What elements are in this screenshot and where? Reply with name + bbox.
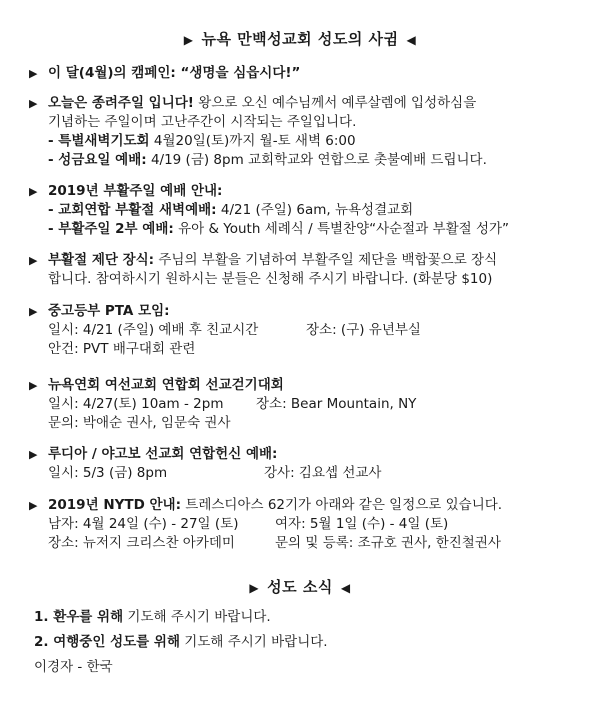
altar-line2: 합니다. 참여하시기 원하시는 분들은 신청해 주시기 바랍니다. (화분당 $10) <box>48 271 493 287</box>
bullet-icon: ▶ <box>29 499 38 512</box>
joint-dedication-speaker: 강사: 김요셉 선교사 <box>264 465 382 481</box>
pta-location: 장소: (구) 유년부실 <box>306 322 421 338</box>
bullet-icon: ▶ <box>29 97 38 110</box>
palm-line1: 왕으로 오신 예수님께서 예루살렘에 입성하심을 <box>193 95 477 111</box>
special-dawn-prayer-detail: 4월20일(토)까지 월-토 새벽 6:00 <box>149 133 356 149</box>
nytd-title: 2019년 NYTD 안내: <box>48 497 181 513</box>
nytd-contact: 문의 및 등록: 조규호 권사, 한진철권사 <box>275 535 501 551</box>
bullet-icon: ▶ <box>29 254 38 267</box>
joint-dedication-time: 일시: 5/3 (금) 8pm <box>48 465 168 481</box>
news-item1-label: 1. 환우를 위해 <box>34 609 124 625</box>
bullet-icon: ▶ <box>29 67 38 80</box>
pta-title: 중고등부 PTA 모임: <box>48 303 170 319</box>
bullet-icon: ▶ <box>29 185 38 198</box>
bullet-icon: ▶ <box>29 305 38 318</box>
joint-dawn-service-label: - 교회연합 부활절 새벽예배: <box>48 202 217 218</box>
bullet-icon: ▶ <box>29 379 38 392</box>
altar-line1: 주님의 부활을 기념하여 부활주일 제단을 백합꽃으로 장식 <box>154 252 498 268</box>
altar-decoration-section <box>26 251 586 289</box>
page-title: ▶ 뉴욕 만백성교회 성도의 사귐 ◀ <box>0 28 600 50</box>
triangle-left-icon: ◀ <box>340 581 351 595</box>
nytd-men-dates: 남자: 4월 24일 (수) - 27일 (토) <box>48 516 239 532</box>
news-title: ▶ 성도 소식 ◀ <box>0 576 600 598</box>
pta-time: 일시: 4/21 (주일) 예배 후 친교시간 <box>48 322 259 338</box>
palm-sunday-section <box>26 94 586 170</box>
nytd-location: 장소: 뉴저지 크리스찬 아카데미 <box>48 535 235 551</box>
nytd-section <box>26 496 586 553</box>
easter-service-section <box>26 182 586 239</box>
second-service-label: - 부활주일 2부 예배: <box>48 221 174 237</box>
pta-section <box>26 302 586 359</box>
joint-dedication-title: 루디아 / 야고보 선교회 연합헌신 예배: <box>48 446 278 462</box>
nytd-women-dates: 여자: 5월 1일 (수) - 4일 (토) <box>275 516 449 532</box>
mission-walk-contact: 문의: 박애순 권사, 임문숙 권사 <box>48 415 231 431</box>
joint-dawn-service-detail: 4/21 (주일) 6am, 뉴욕성결교회 <box>216 202 414 218</box>
joint-dedication-section <box>26 445 586 483</box>
bullet-icon: ▶ <box>29 448 38 461</box>
triangle-left-icon: ◀ <box>406 33 417 47</box>
news-item2-label: 2. 여행중인 성도를 위해 <box>34 634 180 650</box>
campaign-section <box>26 64 586 83</box>
easter-title: 2019년 부활주일 예배 안내: <box>48 183 223 199</box>
campaign-text: 이 달(4월)의 캠페인: “생명을 심읍시다!” <box>48 65 301 81</box>
pta-agenda: 안건: PVT 배구대회 관련 <box>48 341 196 357</box>
news-item2-text: 기도해 주시기 바랍니다. <box>180 634 328 650</box>
palm-line2: 기념하는 주일이며 고난주간이 시작되는 주일입니다. <box>48 114 357 130</box>
triangle-right-icon: ▶ <box>183 33 194 47</box>
news-item1-text: 기도해 주시기 바랍니다. <box>123 609 271 625</box>
mission-walk-time: 일시: 4/27(토) 10am - 2pm <box>48 396 224 412</box>
nytd-intro: 트레스디아스 62기가 아래와 같은 일정으로 있습니다. <box>180 497 503 513</box>
news-section <box>34 606 586 678</box>
mission-walk-section <box>26 376 586 433</box>
special-dawn-prayer-label: - 특별새벽기도회 <box>48 133 150 149</box>
news-item3-text: 이경자 - 한국 <box>34 659 113 675</box>
triangle-right-icon: ▶ <box>249 581 260 595</box>
mission-walk-title: 뉴욕연회 여선교회 연합회 선교걷기대회 <box>48 377 284 393</box>
good-friday-label: - 성금요일 예배: <box>48 152 147 168</box>
palm-title: 오늘은 종려주일 입니다! <box>48 95 194 111</box>
altar-title: 부활절 제단 장식: <box>48 252 155 268</box>
good-friday-detail: 4/19 (금) 8pm 교회학교와 연합으로 촛불예배 드립니다. <box>146 152 487 168</box>
mission-walk-location: 장소: Bear Mountain, NY <box>256 396 417 412</box>
second-service-detail: 유아 & Youth 세례식 / 특별찬양“사순절과 부활절 성가” <box>173 221 510 237</box>
